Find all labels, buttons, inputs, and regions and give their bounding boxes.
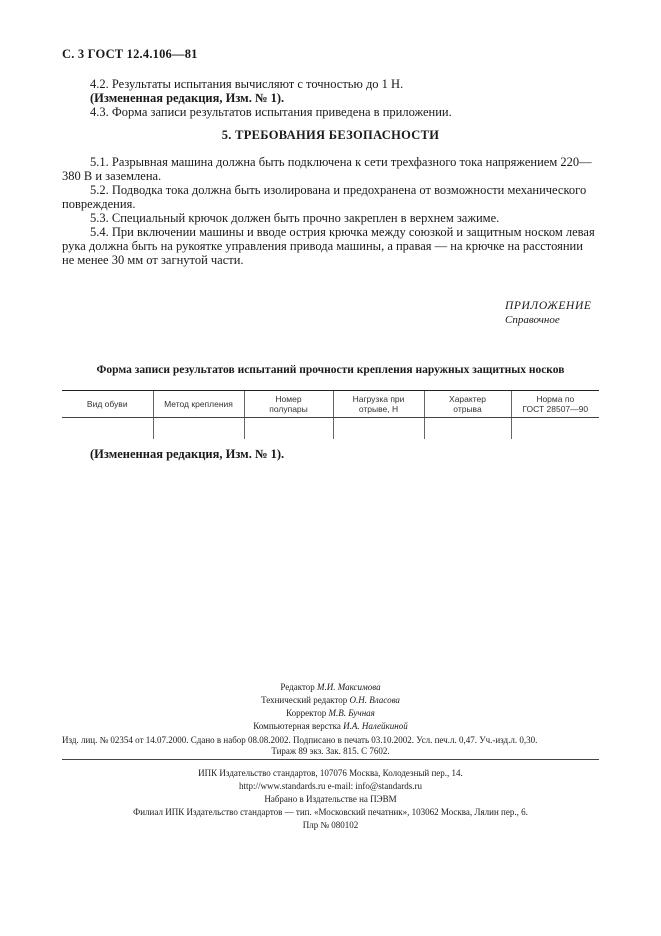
paragraph-5-1-line-2: 380 В и заземлена. <box>62 169 162 183</box>
table-cell <box>511 418 599 440</box>
credit-corrector <box>0 707 661 720</box>
column-header-break-load <box>333 391 424 418</box>
column-header-break-character <box>424 391 511 418</box>
column-header-shoe-type <box>62 391 153 418</box>
column-header-norm <box>511 391 599 418</box>
paragraph-5-4-line-3: не менее 30 мм от загнутой части. <box>62 253 244 267</box>
amendment-note-4: (Измененная редакция, Изм. № 1). <box>90 91 285 105</box>
credit-layout <box>0 720 661 733</box>
table-cell <box>62 418 153 440</box>
publisher-web-email: http://www.standards.ru e-mail: info@standards.ru <box>239 781 422 791</box>
divider <box>62 759 599 760</box>
column-header-label: отрыве, Н <box>358 404 399 414</box>
appendix-title: ПРИЛОЖЕНИЕ <box>505 300 592 312</box>
paragraph-5-1-line-1: 5.1. Разрывная машина должна быть подключена к сети трехфазного тока напряжением 220— <box>90 155 592 169</box>
table-cell <box>333 418 424 440</box>
table-cell <box>153 418 244 440</box>
amendment-note-appendix: (Измененная редакция, Изм. № 1). <box>90 447 285 461</box>
credits-block <box>0 681 661 733</box>
table-header-row <box>62 391 599 418</box>
paragraph-4-3: 4.3. Форма записи результатов испытания приведена в приложении. <box>90 105 452 119</box>
column-header-label: Метод крепления <box>164 399 233 409</box>
column-header-label: ГОСТ 28507—90 <box>522 404 589 414</box>
credit-editor <box>0 681 661 694</box>
publisher-block <box>0 767 661 832</box>
publisher-typeset: Набрано в Издательстве на ПЭВМ <box>264 794 397 804</box>
credit-name: М.И. Максимова <box>317 682 381 692</box>
imprint-line-1: Изд. лиц. № 02354 от 14.07.2000. Сдано в набор 08.08.2002. Подписано в печать 03.10.2002. Усл. печ.л. 0,47. Уч.-изд.л. 0,30. <box>62 735 538 745</box>
column-header-label: Вид обуви <box>86 399 128 409</box>
credit-label: Технический редактор <box>261 695 348 705</box>
column-header-label: полупары <box>269 404 308 414</box>
publisher-license: Плр № 080102 <box>302 820 359 830</box>
table-row <box>62 418 599 440</box>
page-header: С. 3 ГОСТ 12.4.106—81 <box>62 47 198 61</box>
section-5-title: 5. ТРЕБОВАНИЯ БЕЗОПАСНОСТИ <box>221 128 440 142</box>
column-header-label: Нагрузка при <box>352 394 405 404</box>
credit-tech-editor <box>0 694 661 707</box>
form-title: Форма записи результатов испытаний прочности крепления наружных защитных носков <box>96 364 565 376</box>
paragraph-5-4-line-1: 5.4. При включении машины и вводе острия крючка между союзкой и защитным носком левая <box>90 225 595 239</box>
imprint-line-2: Тираж 89 экз. Зак. 815. С 7602. <box>271 746 390 756</box>
results-form-table <box>62 390 599 439</box>
publisher-address: ИПК Издательство стандартов, 107076 Москва, Колодезный пер., 14. <box>198 768 463 778</box>
table-cell <box>244 418 333 440</box>
paragraph-4-2: 4.2. Результаты испытания вычисляют с точностью до 1 Н. <box>90 77 404 91</box>
column-header-half-pair-number <box>244 391 333 418</box>
column-header-label: Характер <box>449 394 486 404</box>
credit-label: Редактор <box>280 682 315 692</box>
paragraph-5-2-line-1: 5.2. Подводка тока должна быть изолирована и предохранена от возможности механического <box>90 183 587 197</box>
credit-name: М.В. Бучная <box>328 708 375 718</box>
column-header-label: отрыва <box>453 404 482 414</box>
column-header-label: Норма по <box>536 394 575 404</box>
column-header-fastening-method <box>153 391 244 418</box>
credit-label: Компьютерная верстка <box>253 721 341 731</box>
credit-label: Корректор <box>286 708 327 718</box>
publisher-printing-branch: Филиал ИПК Издательство стандартов — тип. «Московский печатник», 103062 Москва, Лялин пер., 6. <box>133 807 528 817</box>
table-cell <box>424 418 511 440</box>
column-header-label: Номер <box>275 394 302 404</box>
paragraph-5-2-line-2: повреждения. <box>62 197 136 211</box>
credit-name: И.А. Налейкиной <box>343 721 408 731</box>
paragraph-5-4-line-2: рука должна быть на рукоятке управления привода машины, а правая — на крючке на расстоянии <box>62 239 583 253</box>
credit-name: О.Н. Власова <box>349 695 400 705</box>
paragraph-5-3: 5.3. Специальный крючок должен быть прочно закреплен в верхнем зажиме. <box>90 211 500 225</box>
appendix-subtitle: Справочное <box>505 314 560 326</box>
